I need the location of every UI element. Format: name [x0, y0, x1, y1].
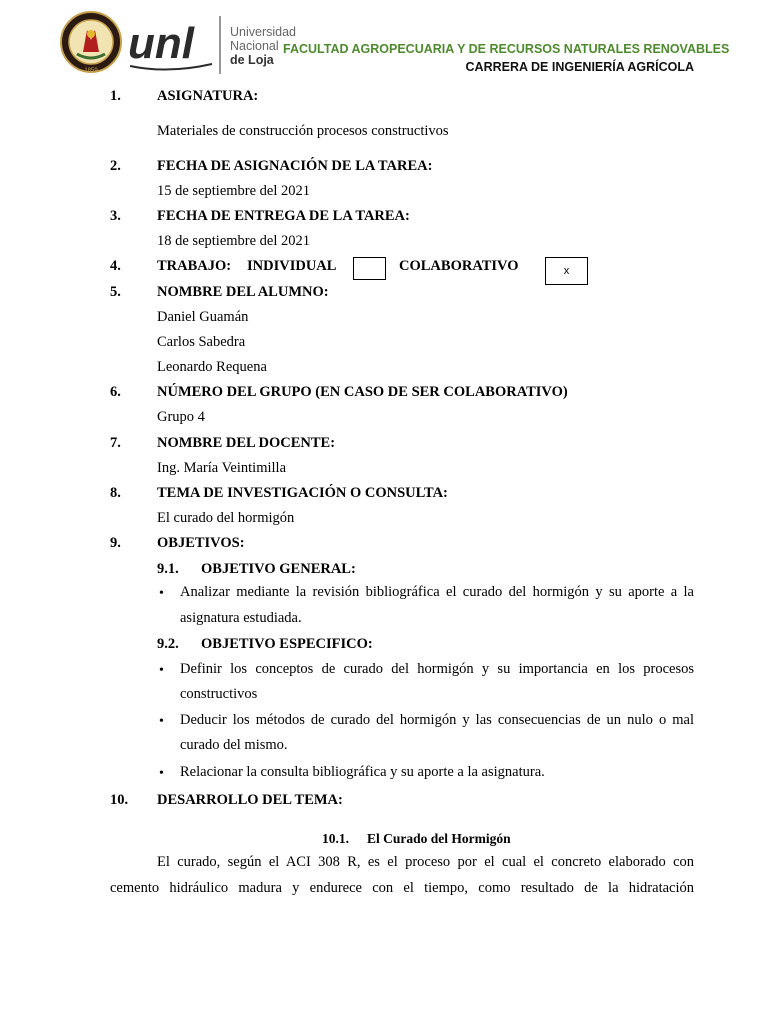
seal-year: 1859	[84, 68, 98, 74]
section-8-value: El curado del hormigón	[157, 510, 295, 526]
unl-logo	[128, 14, 308, 76]
objective-specific-title: OBJETIVO ESPECIFICO:	[201, 636, 373, 652]
section-1-title: ASIGNATURA:	[157, 88, 259, 104]
section-2-value: 15 de septiembre del 2021	[157, 183, 311, 199]
section-6-value: Grupo 4	[157, 409, 205, 425]
section-5-title: NOMBRE DEL ALUMNO:	[157, 284, 329, 300]
section-8-number: 8.	[110, 485, 121, 501]
section-2-title: FECHA DE ASIGNACIÓN DE LA TAREA:	[157, 158, 433, 174]
objective-specific-number: 9.2.	[157, 636, 179, 652]
student-name: Carlos Sabedra	[157, 334, 246, 350]
section-7-value: Ing. María Veintimilla	[157, 460, 286, 476]
subsection-title: El Curado del Hormigón	[367, 831, 511, 846]
colaborativo-label: COLABORATIVO	[399, 258, 519, 274]
section-4-number: 4.	[110, 258, 121, 274]
section-9-title: OBJETIVOS:	[157, 535, 245, 551]
body-paragraph-line1: El curado, según el ACI 308 R, es el proceso por el cual el concreto elaborado con	[157, 854, 694, 870]
section-9-number: 9.	[110, 535, 121, 551]
section-6-number: 6.	[110, 384, 121, 400]
section-7-title: NOMBRE DEL DOCENTE:	[157, 435, 336, 451]
section-3-value: 18 de septiembre del 2021	[157, 233, 311, 249]
colaborativo-checkbox: x	[545, 257, 588, 285]
objective-general-item-line1: Analizar mediante la revisión bibliográfica el curado del hormigón y su aporte a la	[180, 584, 694, 600]
section-7-number: 7.	[110, 435, 121, 451]
section-8-title: TEMA DE INVESTIGACIÓN O CONSULTA:	[157, 485, 448, 501]
section-1-number: 1.	[110, 88, 121, 104]
section-3-number: 3.	[110, 208, 121, 224]
bullet-icon: •	[159, 586, 164, 601]
career-name: CARRERA DE INGENIERÍA AGRÍCOLA	[465, 60, 694, 74]
faculty-name: FACULTAD AGROPECUARIA Y DE RECURSOS NATURALES RENOVABLES	[283, 42, 730, 56]
logo-university-line3: de Loja	[230, 53, 274, 67]
section-5-number: 5.	[110, 284, 121, 300]
bullet-icon: •	[159, 663, 164, 678]
bullet-icon: •	[159, 714, 164, 729]
objective-specific-item-line2: curado del mismo.	[180, 737, 288, 753]
objective-general-title: OBJETIVO GENERAL:	[201, 561, 356, 577]
subsection-number: 10.1.	[322, 831, 349, 846]
individual-checkbox	[353, 257, 386, 280]
student-name: Daniel Guamán	[157, 309, 249, 325]
objective-general-item-line2: asignatura estudiada.	[180, 610, 302, 626]
logo-university-line2: Nacional	[230, 39, 279, 53]
university-seal	[55, 10, 127, 74]
section-10-number: 10.	[110, 792, 129, 808]
objective-specific-item-line1: Relacionar la consulta bibliográfica y su aporte a la asignatura.	[180, 764, 545, 780]
student-name: Leonardo Requena	[157, 359, 267, 375]
section-4-title: TRABAJO:	[157, 258, 232, 274]
section-3-title: FECHA DE ENTREGA DE LA TAREA:	[157, 208, 410, 224]
logo-wordmark: unl	[128, 19, 194, 68]
body-paragraph-line2: cemento hidráulico madura y endurece con el tiempo, como resultado de la hidratación	[110, 880, 694, 896]
section-1-value: Materiales de construcción procesos constructivos	[157, 123, 449, 139]
individual-label: INDIVIDUAL	[247, 258, 337, 274]
section-6-title: NÚMERO DEL GRUPO (EN CASO DE SER COLABORATIVO)	[157, 384, 568, 400]
section-10-title: DESARROLLO DEL TEMA:	[157, 792, 343, 808]
objective-specific-item-line2: constructivos	[180, 686, 258, 702]
bullet-icon: •	[159, 766, 164, 781]
objective-specific-item-line1: Deducir los métodos de curado del hormigón y las consecuencias de un nulo o mal	[180, 712, 694, 728]
objective-specific-item-line1: Definir los conceptos de curado del hormigón y su importancia en los procesos	[180, 661, 694, 677]
objective-general-number: 9.1.	[157, 561, 179, 577]
section-2-number: 2.	[110, 158, 121, 174]
logo-university-line1: Universidad	[230, 25, 297, 39]
